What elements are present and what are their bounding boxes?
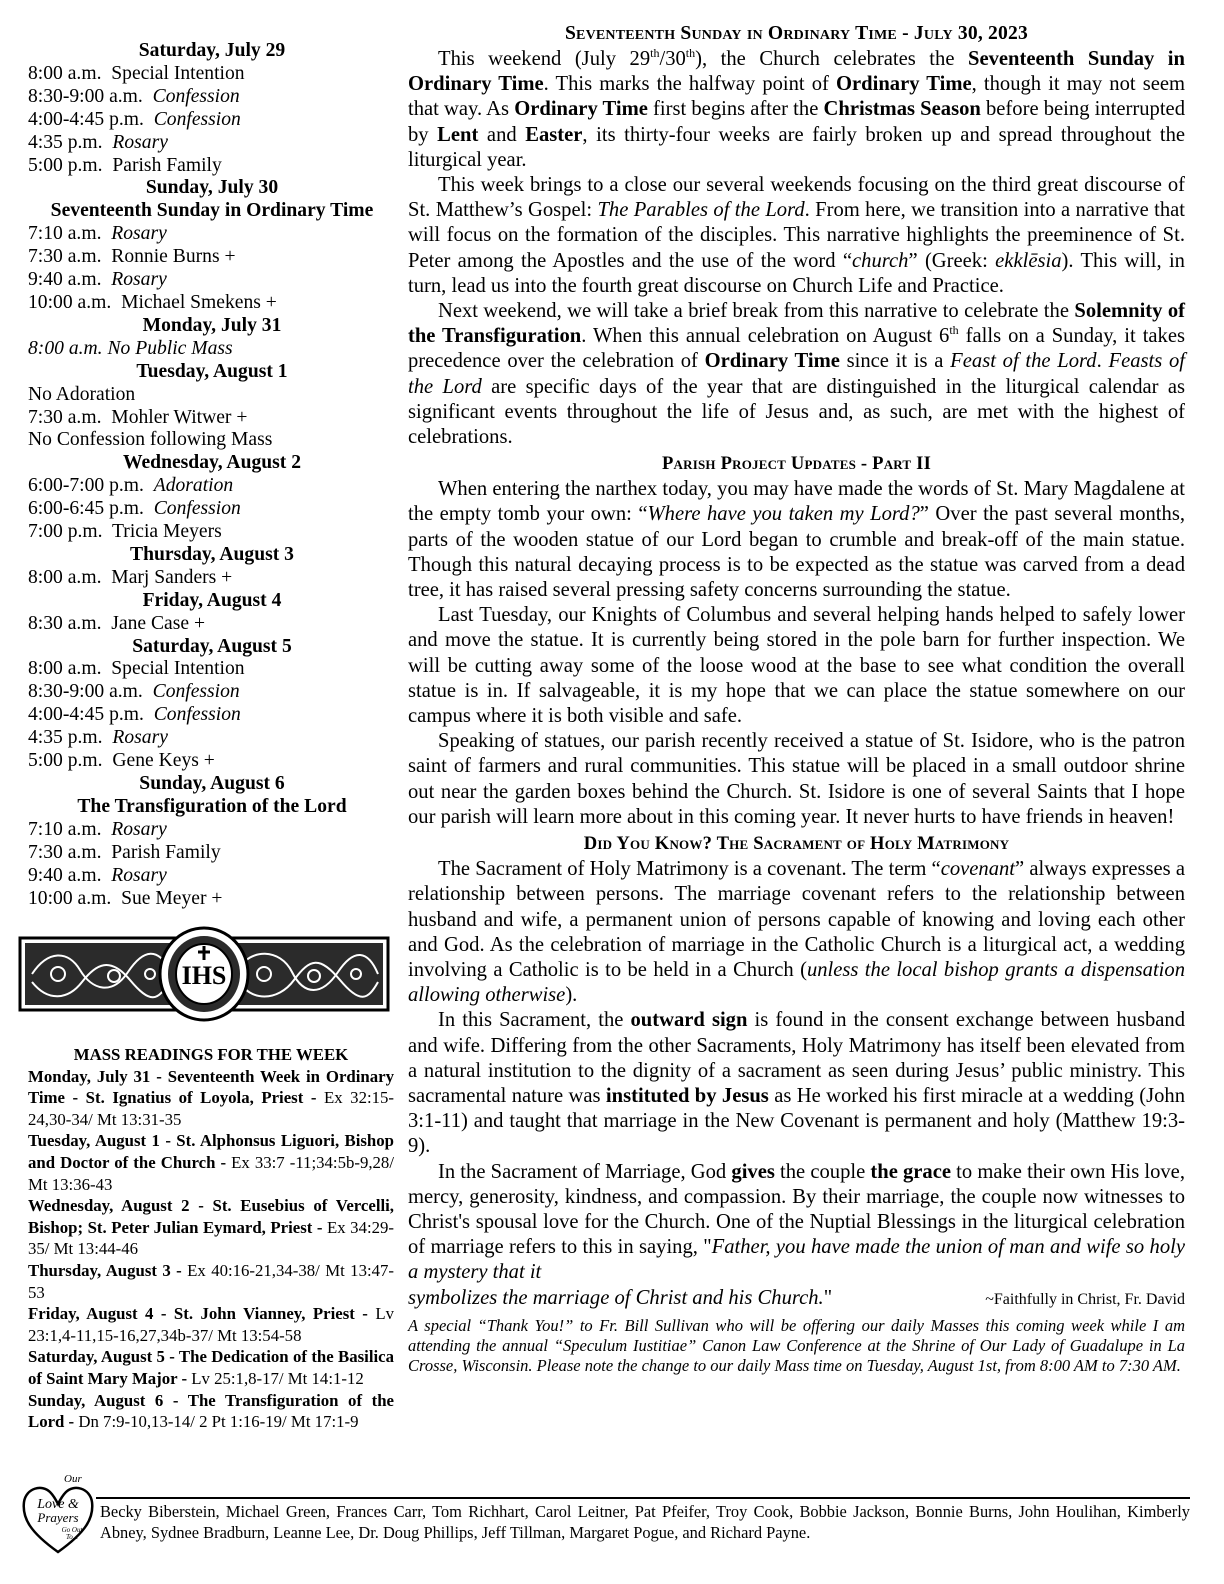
- schedule-note: No Adoration: [28, 383, 136, 405]
- text-run: Feast of the Lord: [950, 350, 1097, 373]
- schedule-entry: [28, 567, 396, 590]
- schedule-description: Ronnie Burns +: [111, 246, 236, 268]
- text-run: ” Over the past several months, parts of the wooden statue of our Lord began to crumble and break-off of the main statue. Though this natural decaying process is to be expected as the statue was carved from a dead tree, it has raised several pressing safety concerns surrounding the statue.: [408, 503, 1185, 602]
- reading-entry: [28, 1303, 394, 1346]
- schedule-entry: [28, 819, 396, 842]
- reading-day: Monday, July 31 - Seventeenth Week in Ordinary Time - St. Ignatius of Loyola, Priest -: [28, 1066, 394, 1108]
- section-title-sunday: Seventeenth Sunday in Ordinary Time - July 30, 2023: [564, 23, 1029, 44]
- paragraph: [408, 729, 1185, 830]
- love-and-prayers-heart-logo: [20, 1470, 96, 1556]
- schedule-time: 7:30 a.m.: [28, 406, 102, 428]
- reading-entry: [28, 1195, 394, 1260]
- text-run: the grace: [870, 1160, 952, 1183]
- schedule-description: Confession: [152, 681, 240, 703]
- text-run: This weekend (July 29: [438, 48, 651, 70]
- paragraph: [408, 173, 1185, 299]
- schedule-day-heading: Tuesday, August 1: [136, 360, 288, 382]
- text-run: to make their own His love, mercy, generosity, kindness, and compassion. By their marriage, the couple now witnesses to Christ's spousal love for the Church. One of the Nuptial Blessings in the liturgical celebration of marriage refers to this in saying, ": [408, 1160, 1185, 1259]
- paragraph: [408, 299, 1185, 450]
- schedule-entry: [28, 842, 396, 865]
- reading-day: Thursday, August 3 -: [28, 1260, 188, 1280]
- schedule-description: Adoration: [153, 475, 234, 497]
- section-title-matrimony: Did You Know? The Sacrament of Holy Matrimony: [583, 833, 1010, 855]
- logo-word-2: Love &: [37, 1497, 79, 1512]
- text-run: Solemnity of the Transfiguration: [408, 300, 1185, 348]
- schedule-time: 4:35 p.m.: [28, 727, 103, 749]
- schedule-time: 9:40 a.m.: [28, 864, 102, 886]
- readings-list: [28, 1066, 394, 1433]
- schedule-entry: [28, 155, 396, 178]
- schedule-entry: [28, 269, 396, 292]
- schedule-note: No Confession following Mass: [28, 429, 273, 451]
- reading-entry: [28, 1390, 394, 1433]
- footer-divider: [96, 1497, 1190, 1499]
- schedule-description: Michael Smekens +: [121, 291, 277, 313]
- text-run: Ordinary Time: [836, 73, 972, 96]
- text-run: The Sacrament of Holy Matrimony is a covenant. The term “: [438, 858, 941, 881]
- schedule-note: 8:00 a.m. No Public Mass: [28, 337, 233, 359]
- logo-word-1: Our: [64, 1473, 82, 1485]
- schedule-entry: [28, 498, 396, 521]
- reading-day: Saturday, August 5 - The Dedication of the Basilica of Saint Mary Major -: [28, 1347, 394, 1388]
- text-run: the couple: [774, 1160, 871, 1183]
- text-run: Christmas Season: [823, 98, 981, 121]
- reading-references: Dn 7:9-10,13-14/ 2 Pt 1:16-19/ Mt 17:1-9: [78, 1412, 359, 1432]
- text-run: before being interrupted by: [408, 98, 1185, 146]
- paragraph: [408, 477, 1185, 603]
- schedule-description: Special Intention: [111, 62, 245, 84]
- text-run: ).: [565, 984, 578, 1007]
- schedule-time: 10:00 a.m.: [28, 291, 112, 313]
- text-run: Where have you taken my Lord?: [647, 503, 920, 526]
- schedule-description: Special Intention: [111, 658, 245, 680]
- schedule-entry: [28, 109, 396, 132]
- readings-title: MASS READINGS FOR THE WEEK: [73, 1045, 349, 1064]
- reading-references: Ex 40:16-21,34-38/ Mt 13:47-53: [28, 1260, 394, 1302]
- schedule-time: 8:30 a.m.: [28, 612, 102, 634]
- schedule-time: 8:00 a.m.: [28, 566, 102, 588]
- schedule-day-heading: Thursday, August 3: [130, 543, 294, 565]
- reading-day: Wednesday, August 2 - St. Eusebius of Vercelli, Bishop; St. Peter Julian Eymard, Priest -: [28, 1196, 394, 1237]
- schedule-day-heading: Saturday, July 29: [138, 40, 286, 61]
- quote-closing-line: [408, 1286, 1185, 1312]
- schedule-time: 7:30 a.m.: [28, 841, 102, 863]
- text-run: Feasts of the Lord: [408, 350, 1185, 398]
- schedule-day-heading: Sunday, August 6: [139, 773, 285, 794]
- section-title-parish-project: Parish Project Updates - Part II: [661, 453, 932, 475]
- schedule-description: Rosary: [112, 131, 168, 153]
- schedule-entry: [28, 521, 396, 544]
- schedule-description: Marj Sanders +: [111, 566, 233, 588]
- text-run: unless the local bishop grants a dispensation allowing otherwise: [408, 958, 1186, 1007]
- text-run: .: [1096, 350, 1109, 373]
- text-run: Ordinary Time: [704, 350, 840, 373]
- schedule-day-heading: Sunday, July 30: [145, 177, 279, 199]
- schedule-entry: [28, 865, 396, 888]
- reading-entry: [28, 1346, 394, 1389]
- reading-references: Ex 32:15-24,30-34/ Mt 13:31-35: [28, 1088, 394, 1129]
- schedule-time: 7:10 a.m.: [28, 223, 102, 245]
- reading-day: Sunday, August 6 - The Transfiguration of the Lord -: [28, 1390, 394, 1432]
- schedule-entry: [28, 750, 396, 773]
- paragraph: [408, 857, 1185, 1008]
- reading-references: Ex 34:29-35/ Mt 13:44-46: [28, 1217, 394, 1259]
- schedule-time: 8:30-9:00 a.m.: [28, 681, 143, 703]
- schedule-description: Confession: [152, 85, 240, 107]
- schedule-entry: [28, 246, 396, 269]
- schedule-entry: [28, 63, 396, 86]
- text-run: th: [949, 323, 959, 338]
- schedule-description: Rosary: [112, 727, 168, 749]
- text-run: as He worked his first miracle at a wedding (John 3:1-11) and taught that marriage in the New Covenant is permanent and holy (Matthew 19:3-9).: [408, 1084, 1185, 1158]
- mass-readings: [28, 1044, 394, 1433]
- text-run: . When this annual celebration on August 6: [581, 325, 950, 348]
- schedule-description: Rosary: [111, 223, 167, 245]
- schedule-time: 9:40 a.m.: [28, 269, 102, 291]
- schedule-description: Sue Meyer +: [121, 887, 223, 909]
- text-run: instituted by Jesus: [605, 1084, 769, 1107]
- schedule-time: 4:35 p.m.: [28, 131, 103, 153]
- ihs-ornament-image: [18, 926, 390, 1022]
- thank-you-note: A special “Thank You!” to Fr. Bill Sullivan who will be offering our daily Masses this coming week while I am attending the annual “Speculum Iustitiae” Canon Law Conference at the Shrine of Our Lady of Guadalupe in La Crosse, Wisconsin. Please note the change to our daily Mass time on Tuesday, August 1st, from 8:00 AM to 7:30 AM.: [408, 1315, 1185, 1375]
- text-run: are specific days of the year that are distinguished in the liturgical calendar as significant events throughout the life of Jesus and, as such, are met with the highest of celebrations.: [408, 375, 1186, 449]
- schedule-time: 8:00 a.m.: [28, 658, 102, 680]
- text-run: Father, you have made the union of man and wife so holy a mystery that it: [408, 1236, 1185, 1284]
- text-run: In this Sacrament, the: [438, 1009, 631, 1032]
- schedule-time: 7:00 p.m.: [28, 521, 103, 543]
- mass-schedule: [28, 40, 396, 910]
- reading-entry: [28, 1066, 394, 1131]
- text-run: When entering the narthex today, you may have made the words of St. Mary Magdalene at the empty tomb your own: “: [408, 478, 1185, 526]
- schedule-entry: [28, 704, 396, 727]
- text-run: ekklēsia: [995, 249, 1062, 272]
- text-run: since it is a: [839, 350, 951, 373]
- schedule-day-heading: Monday, July 31: [142, 314, 282, 336]
- text-run: ). This will, in turn, lead us into the fourth great discourse on Church Life and Practice.: [408, 249, 1185, 297]
- text-run: th: [650, 46, 660, 61]
- schedule-day-heading: Wednesday, August 2: [122, 452, 302, 474]
- schedule-day-heading: Seventeenth Sunday in Ordinary Time: [50, 200, 374, 222]
- reading-entry: [28, 1260, 394, 1303]
- text-run: Lent: [437, 123, 479, 146]
- schedule-entry: [28, 658, 396, 681]
- reading-references: Ex 33:7 -11;34:5b-9,28/ Mt 13:36-43: [28, 1152, 394, 1194]
- signature: ~Faithfully in Christ, Fr. David: [985, 1290, 1185, 1308]
- text-run: /30: [659, 48, 686, 70]
- text-run: , its thirty-four weeks are fairly broken up and spread throughout the liturgical year.: [408, 123, 1186, 171]
- text-run: Ordinary Time: [514, 98, 648, 121]
- schedule-entry: [28, 727, 396, 750]
- reading-references: Lv 23:1,4-11,15-16,27,34b-37/ Mt 13:54-58: [28, 1304, 394, 1345]
- schedule-time: 5:00 p.m.: [28, 750, 103, 772]
- schedule-time: 5:00 p.m.: [28, 154, 103, 176]
- pastor-column: [408, 22, 1185, 1376]
- quote-end: symbolizes the marriage of Christ and his Church.: [408, 1286, 824, 1309]
- text-run: ” (Greek:: [908, 249, 996, 272]
- text-run: falls on a Sunday, it takes precedence over the celebration of: [408, 325, 1186, 373]
- paragraph: [408, 1160, 1185, 1286]
- text-run: th: [685, 46, 696, 61]
- text-run: is found in the consent exchange between husband and wife. Differing from the other Sacraments, Holy Matrimony has itself been elevated from a natural institution to the dignity of a sacrament as seen during Jesus’ public ministry. This sacramental nature was: [408, 1009, 1185, 1107]
- logo-word-5: To...: [65, 1533, 79, 1541]
- quote-close: ": [823, 1286, 833, 1309]
- schedule-time: 7:10 a.m.: [28, 818, 102, 840]
- schedule-time: 4:00-4:45 p.m.: [28, 704, 144, 726]
- schedule-day-heading: Friday, August 4: [142, 589, 282, 611]
- schedule-time: 6:00-6:45 p.m.: [28, 498, 144, 520]
- text-run: ” always expresses a relationship between persons. The marriage covenant refers to the relationship between husband and wife, a permanent union of persons capable of knowing and loving each other and God. As the celebration of marriage in the Catholic Church is a liturgical act, a wedding involving a Catholic is to be held in a Church (: [408, 858, 1185, 981]
- schedule-time: 4:00-4:45 p.m.: [28, 108, 144, 130]
- paragraph: [408, 603, 1185, 729]
- prayer-list: Becky Biberstein, Michael Green, Frances Carr, Tom Richhart, Carol Leitner, Pat Pfeifer, Troy Cook, Bobbie Jackson, Bonnie Burns, John Houlihan, Kimberly Abney, Sydnee Bradburn, Leanne Lee, Dr. Doug Phillips, Jeff Tillman, Margaret Pogue, and Richard Payne.: [100, 1502, 1190, 1542]
- reading-references: Lv 25:1,8-17/ Mt 14:1-12: [191, 1368, 364, 1388]
- schedule-time: 7:30 a.m.: [28, 246, 102, 268]
- text-run: Next weekend, we will take a brief break from this narrative to celebrate the: [438, 300, 1075, 323]
- text-run: covenant: [940, 858, 1016, 881]
- text-run: Speaking of statues, our parish recently received a statue of St. Isidore, who is the patron saint of farmers and rural communities. This statue will be placed in a small outdoor shrine out near the garden boxes behind the Church. St. Isidore is one of several Saints that I hope our parish will learn more about in this coming year. It never hurts to have friends in heaven!: [408, 730, 1185, 828]
- text-run: gives: [731, 1160, 775, 1183]
- text-run: . From here, we transition into a narrative that will focus on the formation of the disciples. This narrative highlights the preeminence of St. Peter among the Apostles and the use of the word “: [408, 199, 1185, 272]
- paragraph: [408, 47, 1185, 173]
- schedule-entry: [28, 613, 396, 636]
- schedule-time: 8:00 a.m.: [28, 62, 102, 84]
- text-run: ), the Church celebrates the: [695, 48, 968, 70]
- text-run: This week brings to a close our several weekends focusing on the third great discourse of St. Matthew’s Gospel:: [408, 174, 1185, 222]
- schedule-entry: [28, 132, 396, 155]
- schedule-entry: [28, 475, 396, 498]
- reading-day: Friday, August 4 - St. John Vianney, Priest -: [28, 1304, 376, 1324]
- section-parish-project-body: [408, 477, 1185, 830]
- schedule-day-heading: The Transfiguration of the Lord: [77, 795, 347, 817]
- text-run: Easter: [525, 123, 583, 146]
- ornament-monogram: IHS: [181, 961, 227, 990]
- logo-word-3: Prayers: [37, 1510, 79, 1525]
- schedule-entry: [28, 888, 396, 911]
- reading-day: Tuesday, August 1 - St. Alphonsus Liguori, Bishop and Doctor of the Church -: [28, 1131, 394, 1172]
- schedule-description: Jane Case +: [111, 612, 206, 634]
- schedule-description: Parish Family: [111, 841, 221, 863]
- schedule-description: Confession: [153, 704, 241, 726]
- paragraph: [408, 1008, 1185, 1159]
- section-matrimony-body: [408, 857, 1185, 1312]
- schedule-entry: [28, 223, 396, 246]
- schedule-time: 10:00 a.m.: [28, 887, 112, 909]
- schedule-description: Mohler Witwer +: [111, 406, 248, 428]
- schedule-description: Confession: [153, 108, 241, 130]
- text-run: The Parables of the Lord: [597, 199, 805, 222]
- text-run: outward sign: [630, 1009, 748, 1032]
- text-run: In the Sacrament of Marriage, God: [438, 1160, 732, 1183]
- text-run: Last Tuesday, our Knights of Columbus and several helping hands helped to safely lower and move the statue. It is currently being stored in the pole barn for further inspection. We will be cutting away some of the loose wood at the base to see what condition the overall statue is in. If salvageable, it is my hope that we can place the statue somewhere on our campus where it is both visible and safe.: [408, 604, 1185, 728]
- text-run: . This marks the halfway point of: [543, 73, 837, 96]
- schedule-description: Rosary: [111, 818, 167, 840]
- text-run: church: [852, 249, 909, 272]
- section-sunday-body: [408, 47, 1185, 450]
- text-run: , though it may not seem that way. As: [408, 73, 1186, 121]
- text-run: first begins after the: [647, 98, 824, 121]
- schedule-entry: [28, 407, 396, 430]
- schedule-entry: [28, 86, 396, 109]
- schedule-time: 6:00-7:00 p.m.: [28, 475, 144, 497]
- schedule-description: Rosary: [111, 864, 167, 886]
- schedule-entry: [28, 681, 396, 704]
- schedule-description: Confession: [153, 498, 241, 520]
- schedule-entry: [28, 292, 396, 315]
- reading-entry: [28, 1130, 394, 1195]
- schedule-description: Rosary: [111, 269, 167, 291]
- schedule-description: Gene Keys +: [112, 750, 215, 772]
- schedule-list: [28, 40, 396, 910]
- schedule-description: Tricia Meyers: [112, 521, 222, 543]
- schedule-description: Parish Family: [112, 154, 222, 176]
- schedule-time: 8:30-9:00 a.m.: [28, 85, 143, 107]
- schedule-day-heading: Saturday, August 5: [132, 635, 292, 657]
- logo-word-4: Go Out: [61, 1526, 83, 1534]
- text-run: and: [478, 123, 526, 146]
- text-run: Seventeenth Sunday in Ordinary Time: [408, 48, 1185, 96]
